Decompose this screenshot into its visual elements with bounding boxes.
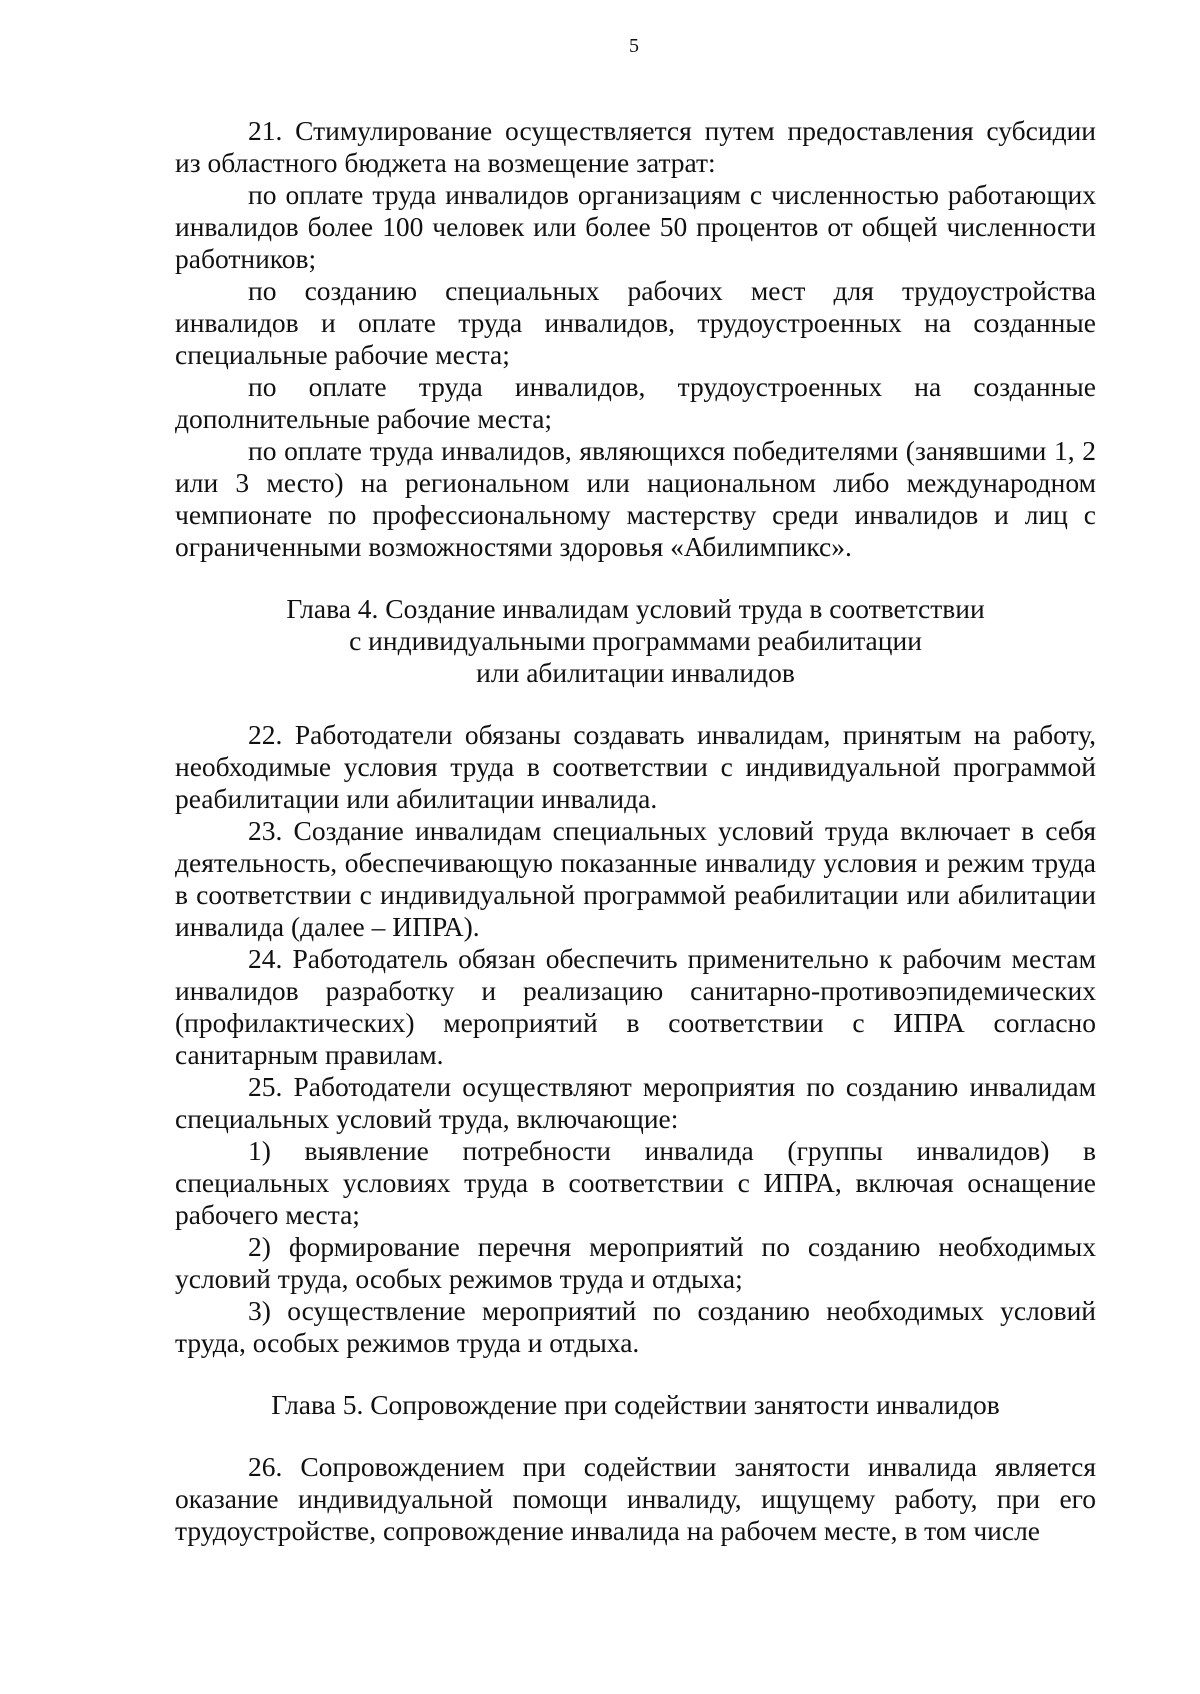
subsidy-item-2: по созданию специальных рабочих мест для трудоустройства инвалидов и оплате труда инвалидов, трудоустроенных на созданные специальные рабочие места;: [175, 275, 1096, 370]
paragraph-22: 22. Работодатели обязаны создавать инвалидам, принятым на работу, необходимые условия труда в соответствии с индивидуальной программой реабилитации или абилитации инвалида.: [175, 719, 1096, 814]
subsidy-item-1: по оплате труда инвалидов организациям с численностью работающих инвалидов более 100 человек или более 50 процентов от общей численности работников;: [175, 179, 1096, 274]
measure-item-2: 2) формирование перечня мероприятий по созданию необходимых условий труда, особых режимов труда и отдыха;: [175, 1231, 1096, 1294]
measure-item-1: 1) выявление потребности инвалида (группы инвалидов) в специальных условиях труда в соответствии с ИПРА, включая оснащение рабочего места;: [175, 1135, 1096, 1230]
section-21: [175, 115, 1096, 563]
document-body: [175, 115, 1096, 1547]
chapter-5-heading: Глава 5. Сопровождение при содействии занятости инвалидов: [271, 1389, 1000, 1420]
paragraph-23: 23. Создание инвалидам специальных условий труда включает в себя деятельность, обеспечивающую показанные инвалиду условия и режим труда в соответствии с индивидуальной программой реабилитации или абилитации инвалида (далее – ИПРА).: [175, 815, 1096, 942]
chapter-4-title-line: или абилитации инвалидов: [476, 657, 795, 688]
paragraph-26: 26. Сопровождением при содействии занятости инвалида является оказание индивидуальной помощи инвалиду, ищущему работу, при его трудоустройстве, сопровождение инвалида на рабочем месте, в том числе: [175, 1451, 1096, 1546]
chapter-4-title-line: Глава 4. Создание инвалидам условий труда в соответствии: [286, 593, 985, 624]
chapter-4-title-line: с индивидуальными программами реабилитации: [349, 625, 922, 656]
measure-item-3: 3) осуществление мероприятий по созданию необходимых условий труда, особых режимов труда и отдыха.: [175, 1295, 1096, 1358]
chapter-4-heading: [175, 593, 1096, 689]
subsidy-item-3: по оплате труда инвалидов, трудоустроенных на созданные дополнительные рабочие места;: [175, 371, 1096, 434]
paragraph-25: 25. Работодатели осуществляют мероприятия по созданию инвалидам специальных условий труда, включающие:: [175, 1071, 1096, 1134]
page-number: 5: [629, 35, 639, 57]
subsidy-item-4: по оплате труда инвалидов, являющихся победителями (занявшими 1, 2 или 3 место) на региональном или национальном либо международном чемпионате по профессиональному мастерству среди инвалидов и лиц с ограниченными возможностями здоровья «Абилимпикс».: [175, 435, 1096, 562]
paragraph-24: 24. Работодатель обязан обеспечить применительно к рабочим местам инвалидов разработку и реализацию санитарно-противоэпидемических (профилактических) мероприятий в соответствии с ИПРА согласно санитарным правилам.: [175, 943, 1096, 1070]
chapter-5-body: [175, 1451, 1096, 1547]
chapter-4-body: [175, 719, 1096, 1359]
paragraph-21: 21. Стимулирование осуществляется путем предоставления субсидии из областного бюджета на возмещение затрат:: [175, 115, 1096, 178]
